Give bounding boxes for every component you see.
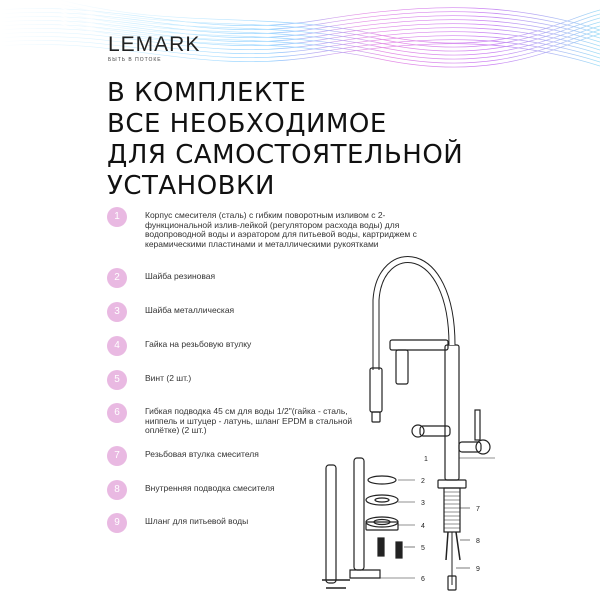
item-number-badge: 2 [107, 268, 127, 288]
faucet-base [438, 480, 466, 488]
page-headline [107, 78, 527, 202]
label-8: 8 [476, 538, 480, 545]
screw [396, 542, 402, 558]
label-9: 9 [476, 566, 480, 573]
item-text: Шайба металлическая [145, 305, 235, 315]
spout-arm [390, 340, 448, 350]
headline-line-2: ВСЕ НЕОБХОДИМОЕ [107, 109, 387, 139]
lever [475, 410, 480, 440]
metal-washer [366, 495, 398, 505]
brand-logo [108, 34, 200, 63]
item-text: Гайка на резьбовую втулку [145, 339, 252, 349]
flex-hose-left [326, 465, 336, 583]
item-number-badge: 9 [107, 513, 127, 533]
label-4: 4 [421, 523, 425, 530]
headline-line-3: ДЛЯ САМОСТОЯТЕЛЬНОЙ [107, 140, 464, 170]
item-text: Шайба резиновая [145, 271, 216, 281]
item-text: Корпус смесителя (сталь) с гибким поворотным изливом с 2-функциональной излив-лейкой (регулятором расхода воды) для водопроводной воды и аэратором для питьевой воды, картриджем с керамическими пластинами и металлическими рукоятками [145, 210, 417, 249]
item-text: Внутренняя подводка смесителя [145, 483, 275, 493]
item-number-badge: 7 [107, 446, 127, 466]
rubber-washer [368, 476, 396, 484]
item-text: Винт (2 шт.) [145, 373, 192, 383]
brand-name: LEMARK [108, 33, 201, 56]
item-text: Гибкая подводка 45 см для воды 1/2"(гайка - сталь, ниппель и штуцер - латунь, шланг EPDM в стальной оплётке) (2 шт.) [145, 406, 353, 435]
flexible-spout [376, 259, 452, 370]
faucet-body [445, 345, 459, 480]
headline-line-1: В КОМПЛЕКТЕ [107, 78, 307, 108]
label-6: 6 [421, 576, 425, 583]
item-number-badge: 5 [107, 370, 127, 390]
label-3: 3 [421, 500, 425, 507]
item-text: Шланг для питьевой воды [145, 516, 249, 526]
item-text: Резьбовая втулка смесителя [145, 449, 259, 459]
spray-head [370, 368, 382, 412]
screw [378, 538, 384, 556]
label-2: 2 [421, 478, 425, 485]
item-number-badge: 3 [107, 302, 127, 322]
headline-line-4: УСТАНОВКИ [107, 171, 275, 201]
label-1: 1 [424, 456, 428, 463]
item-number-badge: 4 [107, 336, 127, 356]
item-number-badge: 8 [107, 480, 127, 500]
item-number-badge: 6 [107, 403, 127, 423]
brand-tagline: БЫТЬ В ПОТОКЕ [108, 57, 162, 63]
faucet-parts-diagram [320, 240, 600, 600]
handle-right [459, 442, 481, 452]
item-number-badge: 1 [107, 207, 127, 227]
label-7: 7 [476, 506, 480, 513]
flex-hose-right [354, 458, 364, 570]
threaded-sleeve [444, 488, 460, 532]
label-5: 5 [421, 545, 425, 552]
